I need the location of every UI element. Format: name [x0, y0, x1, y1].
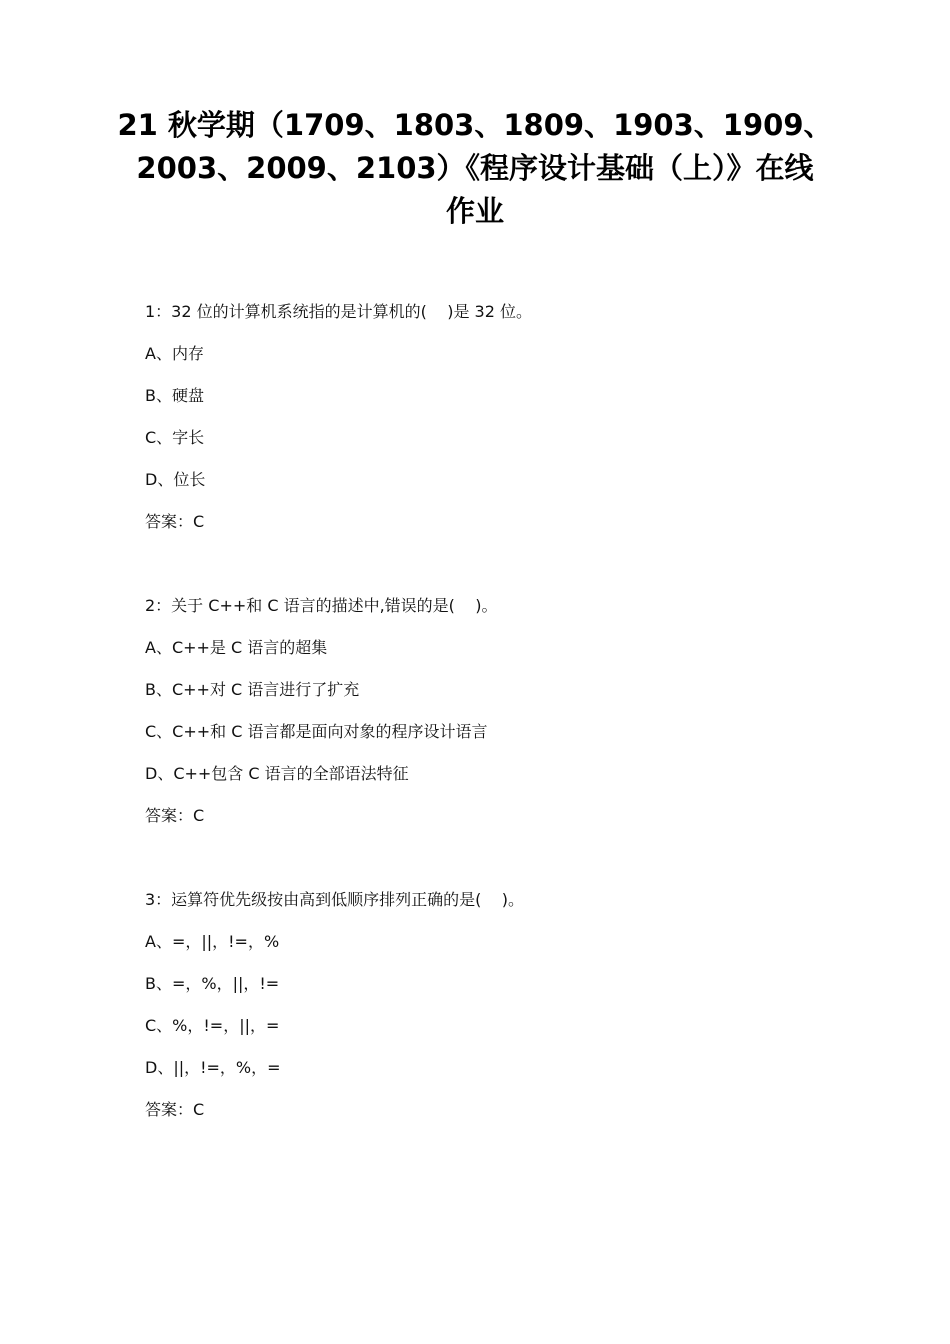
option-a: A、=，||，!=，%	[145, 932, 280, 951]
question-stem: 2：关于 C++和 C 语言的描述中,错误的是( )。	[145, 596, 498, 615]
question-1	[145, 302, 845, 554]
question-3	[145, 890, 845, 1142]
answer: 答案：C	[145, 806, 205, 825]
option-d: D、||，!=，%，=	[145, 1058, 281, 1077]
question-stem: 1：32 位的计算机系统指的是计算机的( )是 32 位。	[145, 302, 532, 321]
option-a: A、内存	[145, 344, 204, 363]
option-b: B、=，%，||，!=	[145, 974, 280, 993]
question-stem: 3：运算符优先级按由高到低顺序排列正确的是( )。	[145, 890, 525, 909]
option-a: A、C++是 C 语言的超集	[145, 638, 328, 657]
question-2	[145, 596, 845, 848]
title-line-1: 21 秋学期（1709、1803、1809、1903、1909、	[117, 108, 833, 142]
option-c: C、字长	[145, 428, 205, 447]
option-d: D、位长	[145, 470, 206, 489]
option-b: B、C++对 C 语言进行了扩充	[145, 680, 360, 699]
option-c: C、%，!=，||，=	[145, 1016, 280, 1035]
option-c: C、C++和 C 语言都是面向对象的程序设计语言	[145, 722, 488, 741]
title-line-3: 作业	[445, 194, 504, 228]
answer: 答案：C	[145, 1100, 205, 1119]
option-d: D、C++包含 C 语言的全部语法特征	[145, 764, 409, 783]
option-b: B、硬盘	[145, 386, 204, 405]
title-line-2: 2003、2009、2103）《程序设计基础（上）》在线	[136, 151, 814, 185]
document-title	[110, 104, 840, 233]
answer: 答案：C	[145, 512, 205, 531]
